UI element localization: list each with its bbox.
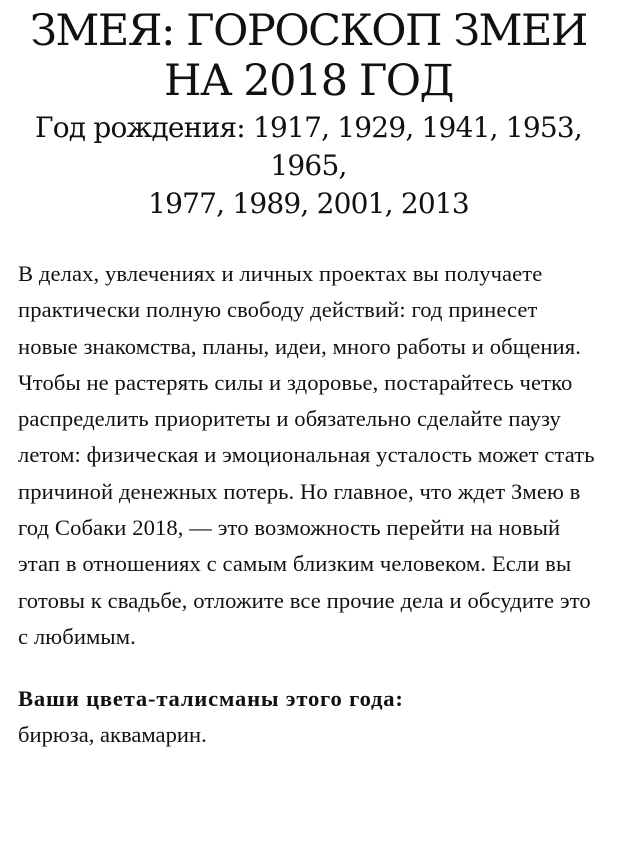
article-title-line-1: ЗМЕЯ: ГОРОСКОП ЗМЕИ xyxy=(30,6,587,56)
birth-years-subtitle xyxy=(0,106,617,223)
horoscope-paragraph: В делах, увлечениях и личных проектах вы получаете практически полную свободу действий: год принесет новые знакомства, планы, идеи, много работы и общения. Чтобы не растерять силы и здоровье, постарайтесь четко распределить приоритеты и обязательно сделайте паузу летом: физическая и эмоциональная усталость может стать причиной денежных потерь. Но главное, что ждет Змею в год Собаки 2018, — это возможность перейти на новый этап в отношениях с самым близким человеком. Если вы готовы к свадьбе, отложите все прочие дела и обсудите это с любимым. xyxy=(18,261,595,649)
article-title-line-2: НА 2018 ГОД xyxy=(163,56,453,106)
talisman-label: Ваши цвета-талисманы этого года: xyxy=(18,686,404,712)
talisman-colors xyxy=(0,655,617,753)
article-title xyxy=(0,0,617,106)
talisman-value: бирюза, аквамарин. xyxy=(18,722,207,748)
birth-years-line-2: 1977, 1989, 2001, 2013 xyxy=(148,187,469,220)
birth-years-line-1: Год рождения: 1917, 1929, 1941, 1953, 1965, xyxy=(35,111,582,182)
